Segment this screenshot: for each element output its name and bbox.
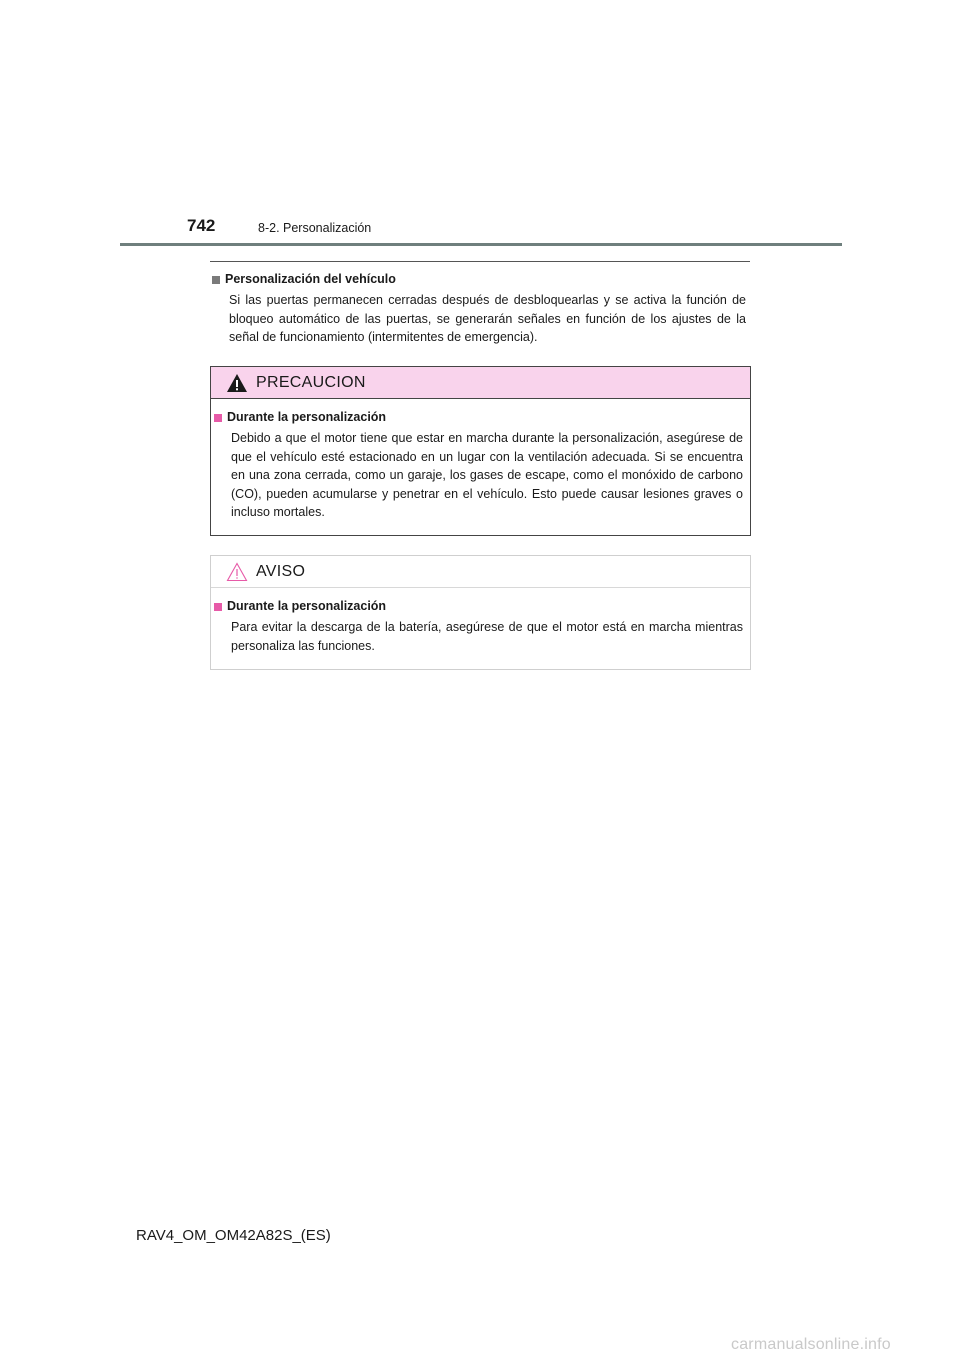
header-divider (120, 243, 842, 246)
notice-title: AVISO (256, 562, 306, 580)
watermark: carmanualsonline.info (731, 1336, 891, 1353)
customization-text: Si las puertas permanecen cerradas después de desbloquearlas y se activa la función de bloqueo automático de las puertas, se generarán señales en función de los ajustes de la señal de funcionamiento (intermitentes de emergencia). (229, 293, 746, 344)
notice-box (210, 555, 751, 670)
square-bullet-icon (212, 276, 220, 284)
notice-header (211, 556, 750, 588)
customization-heading (212, 271, 746, 288)
notice-text: Para evitar la descarga de la batería, asegúrese de que el motor está en marcha mientras personaliza las funciones. (231, 620, 743, 653)
caution-heading-text: Durante la personalización (227, 410, 387, 424)
square-bullet-icon (214, 414, 222, 422)
caution-title: PRECAUCION (256, 373, 366, 391)
document-code: RAV4_OM_OM42A82S_(ES) (136, 1227, 331, 1244)
customization-section (212, 271, 746, 347)
section-title: 8-2. Personalización (258, 221, 372, 235)
caution-text: Debido a que el motor tiene que estar en marcha durante la personalización, asegúrese de que el vehículo esté estacionado en un lugar con la ventilación adecuada. Si se encuentra en una zona cerrada, como un garaje, los gases de escape, como el monóxido de carbono (CO), pueden acumularse y penetrar en el vehículo. Esto puede causar lesiones graves o incluso mortales. (231, 431, 743, 519)
caution-box (210, 366, 751, 536)
content-divider (210, 261, 750, 262)
warning-triangle-icon (226, 373, 248, 393)
page-number: 742 (187, 216, 216, 235)
warning-triangle-outline-icon (226, 562, 248, 582)
notice-body (211, 588, 750, 655)
notice-heading-text: Durante la personalización (227, 599, 387, 613)
notice-heading (214, 598, 743, 615)
caution-header (211, 367, 750, 399)
customization-heading-text: Personalización del vehículo (225, 272, 396, 286)
caution-heading (214, 409, 743, 426)
square-bullet-icon (214, 603, 222, 611)
caution-body (211, 399, 750, 522)
